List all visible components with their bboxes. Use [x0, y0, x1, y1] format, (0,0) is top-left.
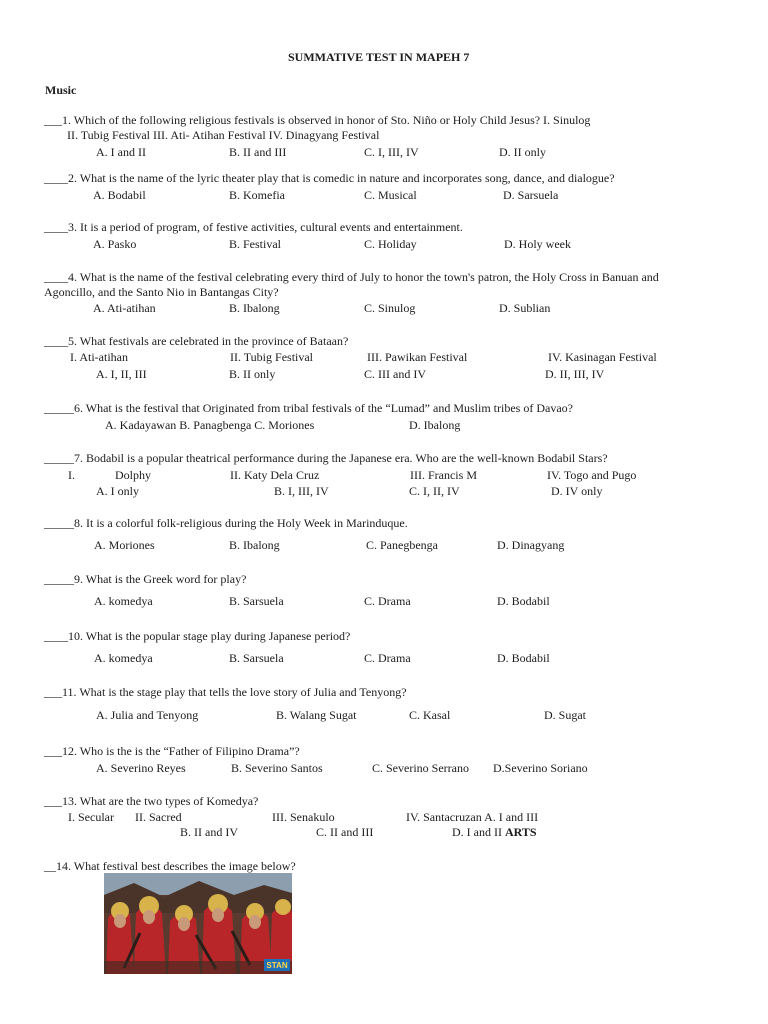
choice-a: A. komedya — [94, 594, 153, 608]
option-iii: III. Senakulo — [272, 810, 335, 824]
choice-a: A. I, II, III — [96, 367, 147, 381]
choice-c: C. Drama — [364, 594, 411, 608]
section-heading: Music — [45, 83, 77, 97]
choice-b: B. II and IV — [180, 825, 238, 839]
question-stem: ____2. What is the name of the lyric theater play that is comedic in nature and incorporates song, dance, and dialogue? — [44, 171, 615, 185]
choice-b: B. Komefia — [229, 188, 285, 202]
question-stem: ___11. What is the stage play that tells the love story of Julia and Tenyong? — [44, 685, 407, 699]
option-iii: III. Pawikan Festival — [367, 350, 468, 364]
choice-a: A. komedya — [94, 651, 153, 665]
choice-b: B. Sarsuela — [229, 651, 284, 665]
question-stem: _____9. What is the Greek word for play? — [44, 572, 247, 586]
choice-d: D.Severino Soriano — [493, 761, 588, 775]
choice-b: B. II and III — [229, 145, 287, 159]
question-stem: ____3. It is a period of program, of festive activities, cultural events and entertainment. — [44, 220, 463, 234]
option-i-numeral: I. — [68, 468, 75, 482]
question-stem: ___13. What are the two types of Komedya? — [44, 794, 259, 808]
choice-b: B. Sarsuela — [229, 594, 284, 608]
choice-c: C. Drama — [364, 651, 411, 665]
option-i: I. Ati-atihan — [70, 350, 128, 364]
option-iv: IV. Togo and Pugo — [547, 468, 637, 482]
question-stem: _____6. What is the festival that Originated from tribal festivals of the “Lumad” and Muslim tribes of Davao? — [44, 401, 573, 415]
choice-d: D. Sublian — [499, 301, 551, 315]
question-stem: ___12. Who is the is the “Father of Filipino Drama”? — [44, 744, 300, 758]
choice-c: C. Holiday — [364, 237, 417, 251]
question-stem-continued: II. Tubig Festival III. Ati- Atihan Festival IV. Dinagyang Festival — [67, 128, 380, 142]
question-stem: _____8. It is a colorful folk-religious during the Holy Week in Marinduque. — [44, 516, 408, 530]
option-iv: IV. Kasinagan Festival — [548, 350, 657, 364]
choice-d: D. Ibalong — [409, 418, 461, 432]
choice-b: B. I, III, IV — [274, 484, 329, 498]
choice-d: D. II, III, IV — [545, 367, 605, 381]
choice-a: A. Pasko — [93, 237, 137, 251]
choice-c: C. Severino Serrano — [372, 761, 469, 775]
choice-b: B. Severino Santos — [231, 761, 323, 775]
image-watermark: STAN — [266, 961, 288, 970]
choice-d: D. IV only — [551, 484, 603, 498]
choice-c: C. Musical — [364, 188, 417, 202]
question-stem: ____4. What is the name of the festival celebrating every third of July to honor the town's patron, the Holy Cross in Banuan and — [44, 270, 659, 284]
choice-c: C. Sinulog — [364, 301, 416, 315]
option-ii: II. Sacred — [135, 810, 182, 824]
choice-c: C. Kasal — [409, 708, 451, 722]
choice-a: A. I and II — [96, 145, 146, 159]
festival-photo — [104, 873, 292, 974]
choice-a: A. I only — [96, 484, 139, 498]
choice-c: C. II and III — [316, 825, 374, 839]
choice-b: B. Walang Sugat — [276, 708, 357, 722]
choice-c: C. Panegbenga — [366, 538, 438, 552]
choice-a: A. Ati-atihan — [93, 301, 156, 315]
choice-d: D. II only — [499, 145, 546, 159]
choice-c: C. III and IV — [364, 367, 426, 381]
question-stem: ____5. What festivals are celebrated in the province of Bataan? — [44, 334, 349, 348]
choice-b: B. II only — [229, 367, 276, 381]
choice-d: D. Sugat — [544, 708, 586, 722]
choice-a: A. Moriones — [94, 538, 155, 552]
choice-d: D. I and II — [452, 825, 502, 839]
option-ii: II. Katy Dela Cruz — [230, 468, 320, 482]
option-iii: III. Francis M — [410, 468, 477, 482]
question-stem: _____7. Bodabil is a popular theatrical performance during the Japanese era. Who are the well-known Bodabil Stars? — [44, 451, 608, 465]
choice-d: D. Holy week — [504, 237, 571, 251]
option-i: Dolphy — [115, 468, 151, 482]
choice-c: C. I, II, IV — [409, 484, 460, 498]
choice-b: B. Ibalong — [229, 538, 280, 552]
question-stem: __14. What festival best describes the image below? — [44, 859, 296, 873]
choice-d-line — [452, 825, 537, 839]
choice-a: A. Julia and Tenyong — [96, 708, 199, 722]
choice-d: D. Dinagyang — [497, 538, 565, 552]
page-title: SUMMATIVE TEST IN MAPEH 7 — [288, 50, 470, 64]
option-i: I. Secular — [68, 810, 114, 824]
choice-b: B. Ibalong — [229, 301, 280, 315]
choice-a: A. Severino Reyes — [96, 761, 186, 775]
choice-d: D. Sarsuela — [503, 188, 559, 202]
choices-a-b-c: A. Kadayawan B. Panagbenga C. Moriones — [105, 418, 315, 432]
question-stem: ____10. What is the popular stage play during Japanese period? — [44, 629, 351, 643]
choice-c: C. I, III, IV — [364, 145, 419, 159]
choice-a: A. Bodabil — [93, 188, 146, 202]
choice-d: D. Bodabil — [497, 651, 550, 665]
choice-d: D. Bodabil — [497, 594, 550, 608]
option-ii: II. Tubig Festival — [230, 350, 314, 364]
festival-photo-drawing — [104, 873, 292, 974]
option-iv-and-choice-a: IV. Santacruzan A. I and III — [406, 810, 539, 824]
question-stem: ___1. Which of the following religious festivals is observed in honor of Sto. Niño or Holy Child Jesus? I. Sinulog — [44, 113, 591, 127]
arts-section-heading: ARTS — [504, 825, 537, 839]
choice-b: B. Festival — [229, 237, 282, 251]
question-stem-continued: Agoncillo, and the Santo Nio in Bantangas City? — [44, 285, 279, 299]
